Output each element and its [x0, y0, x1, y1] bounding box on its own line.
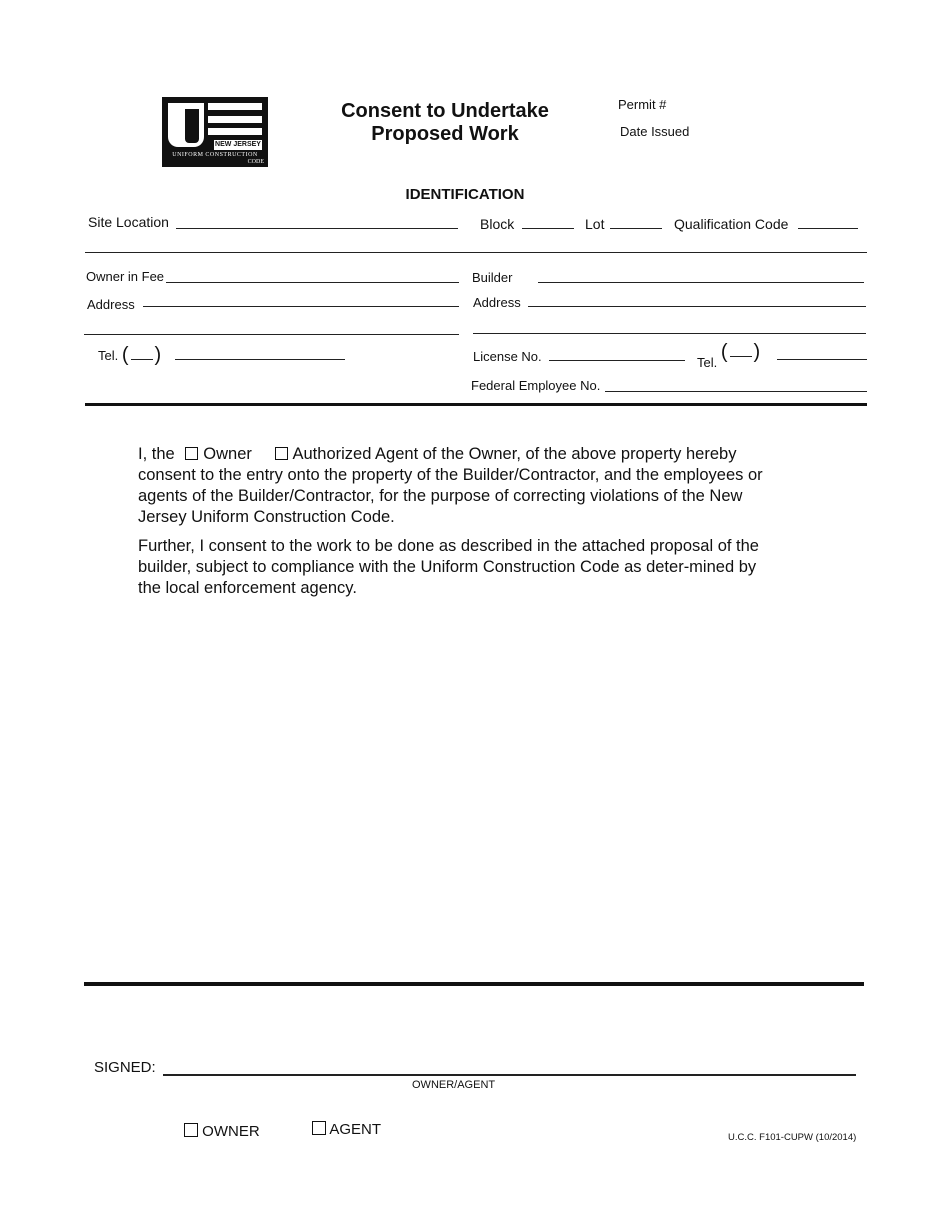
owner-checkbox-label: OWNER — [202, 1123, 260, 1140]
logo-line1: UNIFORM CONSTRUCTION — [172, 152, 258, 158]
title-line2: Proposed Work — [371, 123, 519, 145]
title-line1: Consent to Undertake — [341, 100, 549, 122]
builder-address-field-line2[interactable] — [473, 333, 866, 334]
permit-label: Permit # — [618, 97, 667, 112]
page-title — [300, 100, 590, 146]
federal-employee-no-field[interactable] — [605, 391, 867, 392]
owner-checkbox[interactable] — [184, 1123, 198, 1137]
identification-bottom-rule — [85, 403, 867, 406]
owner-checkbox-group — [184, 1123, 260, 1140]
owner-tel-group: Tel. ( ) — [98, 344, 162, 366]
builder-address-label: Address — [473, 295, 521, 310]
site-location-field[interactable] — [176, 228, 458, 229]
owner-tel-area-code-field[interactable] — [131, 359, 153, 360]
owner-address-field[interactable] — [143, 306, 459, 307]
agent-checkbox-label: AGENT — [329, 1121, 382, 1138]
owner-in-fee-field[interactable] — [166, 282, 459, 283]
builder-field[interactable] — [538, 282, 864, 283]
signature-caption: OWNER/AGENT — [412, 1079, 496, 1091]
agent-option-checkbox[interactable] — [275, 447, 288, 460]
block-field[interactable] — [522, 228, 574, 229]
license-no-label: License No. — [473, 349, 542, 364]
form-code: U.C.C. F101-CUPW (10/2014) — [728, 1132, 857, 1143]
consent-paragraph-2: Further, I consent to the work to be done as described in the attached proposal of the builder, subject to compliance with the Uniform Construction Code as deter-mined by the local enforcement agency. — [138, 537, 759, 597]
logo-line2: CODE — [247, 159, 264, 165]
consent-paragraph-1 — [138, 444, 778, 528]
agent-checkbox-group — [312, 1121, 381, 1138]
owner-in-fee-label: Owner in Fee — [86, 269, 165, 284]
signature-section-rule — [84, 982, 864, 986]
section-divider — [85, 252, 867, 253]
builder-tel-group: Tel. ( ) — [697, 341, 761, 370]
ucc-logo — [162, 97, 268, 167]
builder-tel-label: Tel. — [697, 355, 718, 370]
consent-paragraph-1-rest: consent to the entry onto the property of the Builder/Contractor, and the employees or agents of the Builder/Contractor, for the purpose of correcting violations of the New Jersey Uniform Construction Code. — [138, 466, 763, 526]
consent-statement — [138, 444, 778, 607]
signed-label: SIGNED: — [94, 1059, 156, 1076]
owner-address-field-line2[interactable] — [84, 334, 459, 335]
qualification-code-label: Qualification Code — [674, 216, 789, 232]
date-issued-label: Date Issued — [620, 124, 690, 139]
builder-tel-area-code-field[interactable] — [730, 356, 752, 357]
owner-tel-number-field[interactable] — [175, 359, 345, 360]
builder-tel-number-field[interactable] — [777, 359, 867, 360]
builder-address-field[interactable] — [528, 306, 866, 307]
agent-option-label: Authorized Agent of the Owner, of the above property hereby — [292, 445, 737, 463]
owner-address-label: Address — [87, 297, 135, 312]
lot-label: Lot — [585, 216, 605, 232]
block-label: Block — [480, 216, 515, 232]
owner-option-label: Owner — [203, 445, 252, 463]
federal-employee-no-label: Federal Employee No. — [471, 378, 601, 393]
consent-intro: I, the — [138, 445, 175, 463]
owner-option-checkbox[interactable] — [185, 447, 198, 460]
signature-field[interactable] — [163, 1074, 856, 1076]
logo-u-shape — [168, 103, 204, 147]
license-no-field[interactable] — [549, 360, 685, 361]
builder-label: Builder — [472, 270, 513, 285]
lot-field[interactable] — [610, 228, 662, 229]
site-location-label: Site Location — [88, 214, 169, 230]
logo-state-text: NEW JERSEY — [215, 141, 261, 148]
owner-tel-label: Tel. — [98, 348, 119, 363]
agent-checkbox[interactable] — [312, 1121, 326, 1135]
qualification-code-field[interactable] — [798, 228, 858, 229]
identification-heading: IDENTIFICATION — [405, 186, 525, 203]
